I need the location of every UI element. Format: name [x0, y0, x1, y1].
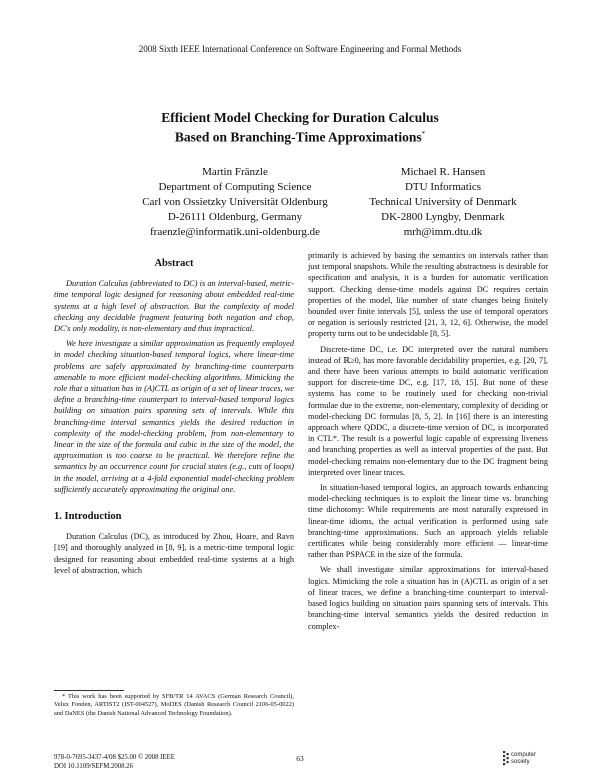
- footer-isbn: 978-0-7695-3437-4/08 $25.00 © 2008 IEEE: [54, 754, 175, 761]
- author-institution: Technical University of Denmark: [369, 196, 517, 208]
- author-name: Martin Fränzle: [202, 166, 268, 178]
- logo-line-1: computer: [511, 752, 537, 758]
- paper-title: [0, 109, 600, 146]
- conference-header: 2008 Sixth IEEE International Conference on Software Engineering and Formal Methods: [138, 44, 462, 54]
- body-paragraph-1: primarily is achieved by basing the semantics on intervals rather than just temporal snapshots. While the resulting abstractness is desirable for specification and analysis, it is a burden for automatic verification support. Checking dense-time models against DC requires certain properties of the model, like number of state changes being finitely bounded over finite intervals [5], unless the use of temporal operators or negation is seriously restricted [21, 3, 12, 6]. Otherwise, the model property turns out to be undecidable [8, 5].: [308, 251, 548, 339]
- page-number: 63: [296, 754, 304, 763]
- introduction-heading: 1. Introduction: [54, 511, 122, 523]
- body-paragraph-2: Discrete-time DC, i.e. DC interpreted over the natural numbers instead of ℝ≥0, has more favorable decidability properties, e.g. [20, 7], and there have been various attempts to build automatic verification support for discrete-time DC, e.g. [17, 18, 15]. But none of these systems has come to be routinely used for checking non-trivial formulae due to the extreme, non-elementary, complexity of deciding or model-checking DC formulas [8, 5, 2]. In [16] there is an interesting approach where QDDC, a discrete-time version of DC, is incorporated in CTL*. The result is a powerful logic capable of expressing liveness and branching properties as well as interval properties of the past. But model-checking remains non-elementary due to the DC fragment being interpreted over linear traces.: [308, 344, 548, 477]
- author-name: Michael R. Hansen: [400, 166, 486, 178]
- title-line-2-text: Based on Branching-Time Approximations: [174, 129, 422, 145]
- title-line-2: [0, 126, 600, 146]
- author-address: DK-2800 Lyngby, Denmark: [381, 211, 505, 223]
- logo-line-2: society: [511, 758, 530, 765]
- abstract-heading: Abstract: [154, 258, 194, 269]
- footnote: [54, 693, 294, 718]
- body-paragraph-3: In situation-based temporal logics, an approach towards enhancing model-checking techniques is to exploit the linear time vs. branching time dichotomy: While requirements are most naturally expressed in linear-time idioms, the actual verification is performed using safe branching-time approximations. Such an approach yields reliable certificates while being considerably more efficient — linear-time rather than PSPACE in the size of the formula.: [308, 483, 548, 560]
- abstract-paragraph-2: We here investigate a similar approximation as frequently employed in model checking situation-based temporal logics, where linear-time problems are safely approximated by branching-time counterparts amenable to more efficient model-checking algorithms. Mimicking the role that a situation has in (A)CTL as origin of a set of linear traces, we define a branching-time counterpart to interval-based temporal logics building on situation pairs spanning sets of intervals. While this branching-time interval semantics yields the desired reduction in complexity of the model-checking problem, from non-elementary to linear in the size of the formula and cubic in the size of the model, the approximation is too coarse to be practical. We therefore refine the semantics by an occurrence count for crucial states (e.g., cuts of loops) in the model, arriving at a 4-fold exponential model-checking problem sufficiently accurately approximating the original one.: [54, 339, 294, 494]
- author-block-2: [318, 165, 568, 240]
- author-email: mrh@imm.dtu.dk: [403, 226, 483, 238]
- footnote-rule: [54, 690, 124, 691]
- abstract: [54, 278, 294, 495]
- body-paragraph-4: We shall investigate similar approximations for interval-based logics. Mimicking the role a situation has in (A)CTL as origin of a set of linear traces, we define a branching-time counterpart to interval-based logics building on situation pairs spanning sets of intervals. This branching-time interval semantics yields the desired reduction in complex-: [308, 565, 548, 631]
- logo-text: [511, 752, 536, 765]
- author-department: DTU Informatics: [404, 181, 482, 193]
- right-column: [308, 250, 548, 636]
- title-footnote-mark: *: [421, 130, 426, 138]
- introduction-paragraph-1: Duration Calculus (DC), as introduced by Zhou, Hoare, and Ravn [19] and thoroughly analyzed in [8, 9], is a metric-time temporal logic designed for reasoning about embedded real-time systems at a high level of abstraction, which: [54, 532, 294, 575]
- abstract-paragraph-1: Duration Calculus (abbreviated to DC) is an interval-based, metric-time temporal logic designed for reasoning about embedded real-time systems at a high level of abstraction. But the complexity of model checking any decidable fragment featuring both negation and chop, DC's only modality, is non-elementary and thus impractical.: [54, 279, 294, 334]
- footer-doi: DOI 10.1109/SEFM.2008.26: [54, 762, 134, 770]
- author-email: fraenzle@informatik.uni-oldenburg.de: [150, 226, 320, 238]
- author-department: Department of Computing Science: [158, 181, 312, 193]
- footnote-text: * This work has been supported by SFB/TR 14 AVACS (German Research Council), Velux Fonden, ARTIST2 (IST-004527), MoDES (Danish Research Council 2106-05-0022) and DaNES (the Danish National Advanced Technology Foundation).: [54, 693, 294, 717]
- left-column: [54, 258, 294, 580]
- author-institution: Carl von Ossietzky Universität Oldenburg: [142, 196, 328, 208]
- author-address: D-26111 Oldenburg, Germany: [167, 211, 303, 223]
- title-line-1: Efficient Model Checking for Duration Calculus: [161, 110, 439, 125]
